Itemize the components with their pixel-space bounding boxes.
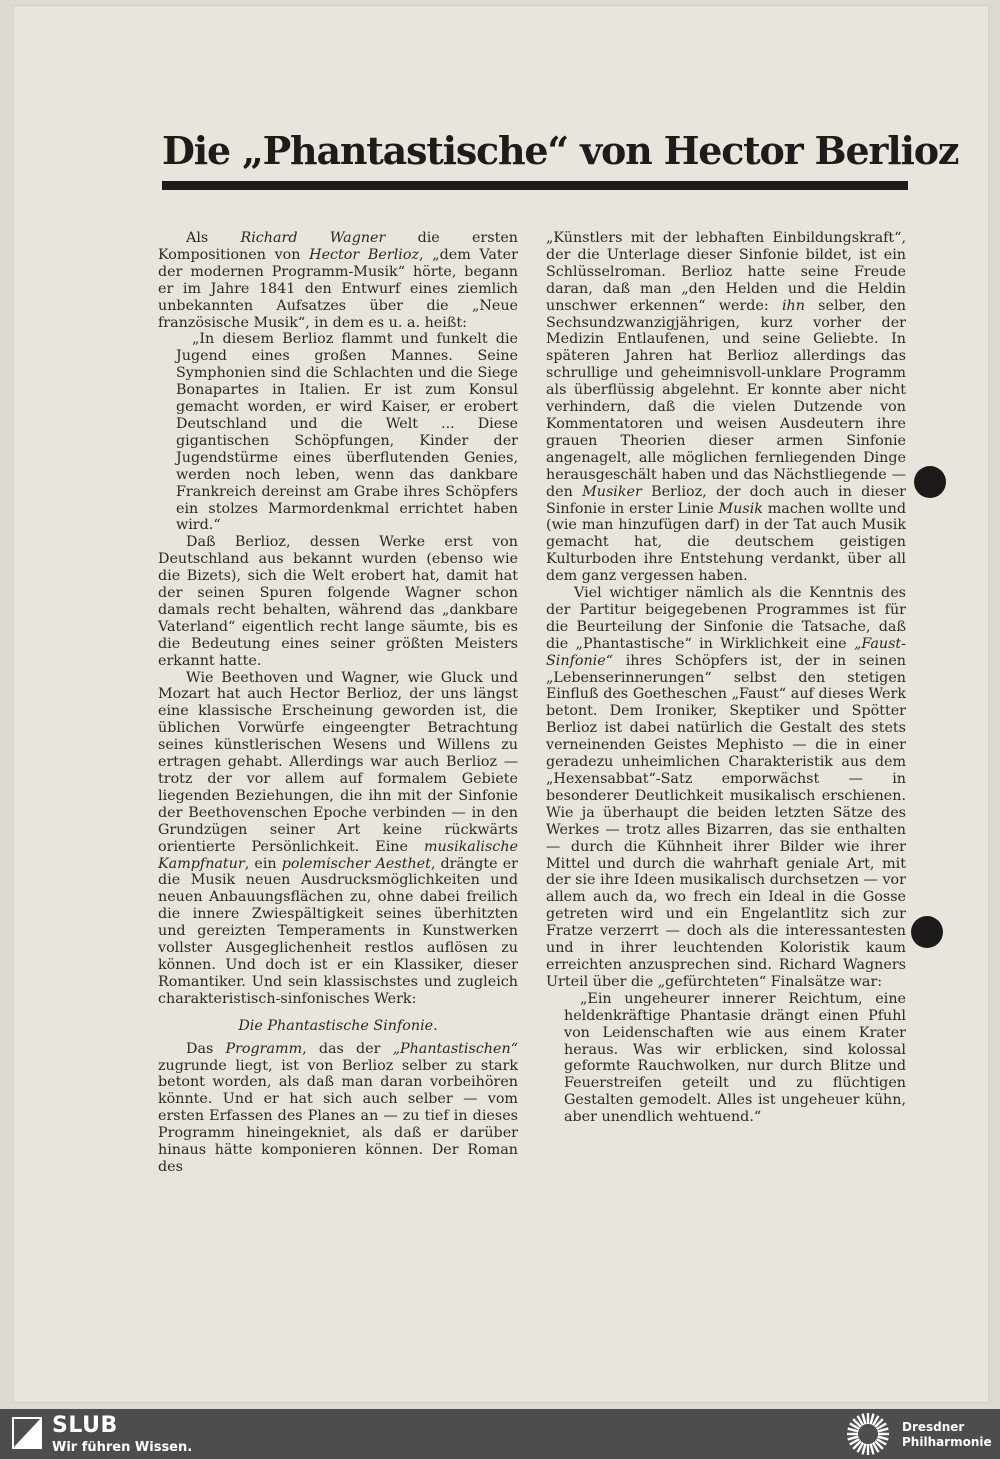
emphasized-text: polemischer Aesthet	[281, 855, 431, 872]
emphasized-text: musikalische Kampfnatur	[158, 838, 518, 872]
paragraph: Als Richard Wagner die ersten Kompositionen von Hector Berlioz, „dem Vater der modernen Programm-Musik“ hörte, begann er im Jahre 1841 den Entwurf eines ziemlich unbekannten Aufsatzes über die „Neue französische Musik“, in dem es u. a. heißt:	[158, 230, 519, 331]
viewer-footer	[0, 1409, 1000, 1459]
dresdner-philharmonie-logo-icon[interactable]	[842, 1410, 894, 1458]
punch-hole-icon	[914, 466, 946, 498]
title-rule	[162, 181, 908, 190]
paragraph: Wie Beethoven und Wagner, wie Gluck und Mozart hat auch Hector Berlioz, der uns längst eine klassische Erscheinung geworden ist, die üblichen Vorwürfe eingeengter Betrachtung seines künstlerischen Wesens und Willens zu ertragen gehabt. Allerdings war auch Berlioz — trotz der vor allem auf formalem Gebiete liegenden Beziehungen, die ihn mit der Sinfonie der Beethovenschen Epoche verbinden — in den Grundzügen seiner Art keine rückwärts orientierte Persönlichkeit. Eine musikalische Kampfnatur, ein polemischer Aesthet, drängte er die Musik neuen Ausdrucksmöglichkeiten und neuen Anbauungsflächen zu, ohne dabei freilich die innere Zwiespältigkeit seines überhitzten und gereizten Temperaments in Kunstwerken vollster Ausgeglichenheit restlos auflösen zu können. Und doch ist er ein Klassiker, dieser Romantiker. Und sein klassischstes und zugleich charakteristisch-sinfonisches Werk:	[158, 669, 518, 1007]
paragraph: „Künstlers mit der lebhaften Einbildungskraft“, der die Unterlage dieser Sinfonie bildet, ist ein Schlüsselroman. Berlioz hatte seine Freude daran, daß man „den Helden und die Heldin unschwer erkennen“ werde: ihn selber, den Sechsundzwanzigjährigen, kurz vorher der Medizin Entlaufenen, und seine Geliebte. In späteren Jahren hat Berlioz allerdings das schrullige und geheimnisvoll-unklare Programm als überflüssig abgelehnt. Er konnte aber nicht verhindern, daß die vielen Dutzende von Kommentatoren und weisen Ausdeutern ihre grauen Theorien dieser armen Sinfonie angenagelt, alle möglichen fernliegenden Dinge herausgeschält haben und das Nächstliegende — den Musiker Berlioz, der doch auch in dieser Sinfonie in erster Linie Musik machen wollte und (wie man hinzufügen darf) in der Tat auch Musik gemacht hat, die deutschem geistigen Kulturboden ihre Entstehung verdankt, über all dem ganz vergessen haben.	[546, 230, 906, 585]
logo-ray	[848, 1429, 859, 1432]
logo-ray	[878, 1437, 889, 1440]
partner-name-line2: Philharmonie	[902, 1435, 992, 1449]
section-heading: Die Phantastische Sinfonie.	[238, 1017, 438, 1034]
emphasized-text: Richard Wagner	[240, 230, 386, 246]
logo-ray	[863, 1444, 866, 1455]
wagner-quote: „In diesem Berlioz flammt und funkelt die Jugend eines großen Mannes. Seine Symphonien sind die Schlachten und die Siege Bonapartes in Italien. Er ist zum Konsul gemacht worden, er wird Kaiser, er erobert Deutschland und die Welt ... Diese gigantischen Schöpfungen, Kinder der Jugendstürme eines überflutenden Genies, werden noch leben, wenn das dankbare Frankreich dereinst am Grabe ihres Schöpfers ein stolzes Marmordenkmal errichtet haben wird.“	[176, 331, 518, 534]
paragraph: Das Programm, das der „Phantastischen“ zugrunde liegt, ist von Berlioz selber zu stark betont worden, als daß man daran vorbeihören könnte. Und er hat sich auch selber — vom ersten Erfassen des Planes an — zu tief in dieses Programm hineingekniet, als daß er darüber hinaus hätte komponieren können. Der Roman des	[158, 1040, 518, 1175]
page-title: Die „Phantastische“ von Hector Berlioz	[162, 128, 959, 173]
wagner-quote: „Ein ungeheurer innerer Reichtum, eine heldenkräftige Phantasie drängt einen Pfuhl von Leidenschaften wie aus einem Krater heraus. Was wir erblicken, sind kolossal geformte Rauchwolken, nur durch Blitze und Feuerstreifen geteilt und zu flüchtigen Gestalten gemodelt. Alles ist ungeheuer kühn, aber unendlich wehtuend.“	[564, 990, 906, 1126]
emphasized-text: ihn	[781, 297, 805, 314]
logo-ray	[871, 1414, 874, 1425]
emphasized-text: Musik	[718, 500, 763, 517]
logo-ray	[863, 1414, 866, 1425]
logo-ray	[878, 1429, 889, 1432]
partner-name-line1: Dresdner	[902, 1420, 965, 1434]
logo-ray	[848, 1437, 859, 1440]
library-name[interactable]: SLUB	[52, 1413, 118, 1438]
article-column-right	[546, 230, 906, 1126]
emphasized-text: Hector Berlioz	[309, 246, 419, 263]
paragraph: Daß Berlioz, dessen Werke erst von Deutschland aus bekannt wurden (ebenso wie die Bizets), sich die Welt erobert hat, damit hat der seinen Spuren folgende Wagner schon damals recht behalten, während das „dankbare Vaterland“ eigentlich recht lange säumte, bis es die Bedeutung eines seiner größten Meisters erkannt hatte.	[158, 534, 518, 669]
emphasized-text: „Phantastischen“	[392, 1040, 518, 1057]
punch-hole-icon	[911, 916, 943, 948]
slub-logo-icon[interactable]	[12, 1417, 42, 1449]
emphasized-text: Programm	[225, 1040, 303, 1057]
article-column-left	[158, 230, 518, 1176]
emphasized-text: „Faust-Sinfonie“	[546, 635, 906, 669]
logo-ray	[871, 1444, 874, 1455]
paragraph: Viel wichtiger nämlich als die Kenntnis des der Partitur beigegebenen Programmes ist für die Beurteilung der Sinfonie die Tatsache, daß die „Phantastische“ in Wirklichkeit eine „Faust-Sinfonie“ ihres Schöpfers ist, der in seinen „Lebenserinnerungen“ selbst den stetigen Einfluß des Goetheschen „Faust“ auf dieses Werk betont. Dem Ironiker, Skeptiker und Spötter Berlioz ist dabei natürlich die Gestalt des stets verneinenden Geistes Mephisto — die in einer geradezu unheimlichen Charakteristik aus dem „Hexensabbat“-Satz emporwächst — in besonderer Deutlichkeit musikalisch erschienen. Wie ja überhaupt die beiden letzten Sätze des Werkes — trotz alles Bizarren, das sie enthalten — durch die Kühnheit ihrer Bilder wie ihrer Mittel und durch die wahrhaft geniale Art, mit der sie ihre Ideen musikalisch durchsetzen — vor allem auch da, wo frech ein Ideal in die Gosse getreten wird und ein Engelantlitz sich zur Fratze verzerrt — doch als die interessantesten und in ihrer leuchtenden Koloristik kaum erreichten anzusprechen sind. Richard Wagners Urteil über die „gefürchteten“ Finalsätze war:	[546, 585, 906, 990]
library-tagline: Wir führen Wissen.	[52, 1440, 193, 1455]
emphasized-text: Musiker	[582, 483, 642, 500]
